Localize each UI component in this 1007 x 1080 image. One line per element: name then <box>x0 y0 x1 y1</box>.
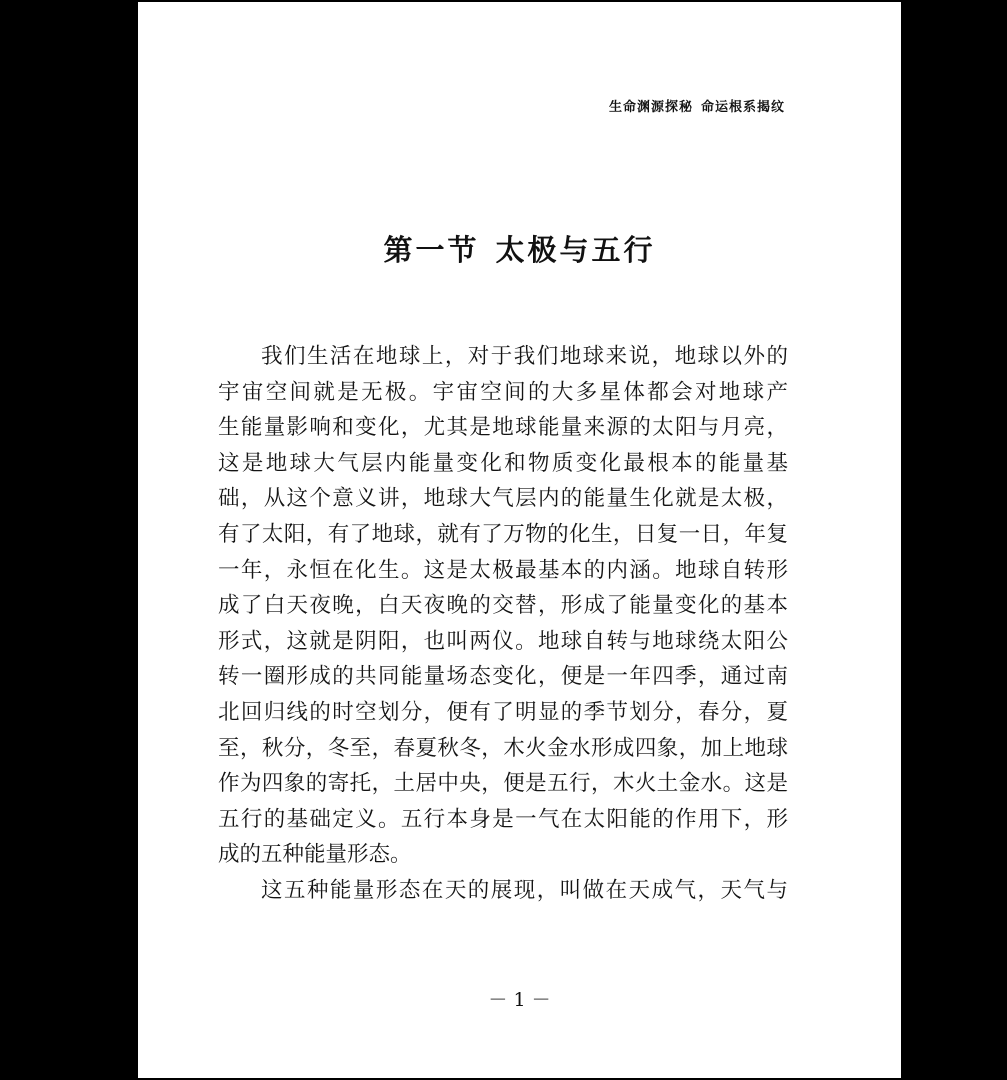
body-text <box>218 339 788 909</box>
paragraph-line: 五行的基础定义。五行本身是一气在太阳能的作用下，形 <box>218 806 788 832</box>
paragraph-line: 这是地球大气层内能量变化和物质变化最根本的能量基 <box>218 450 788 476</box>
section-name: 太极与五行 <box>495 233 656 267</box>
section-number: 第一节 <box>383 233 480 267</box>
running-header-left: 生命渊源探秘 <box>608 100 693 115</box>
paragraph-line: 宇宙空间就是无极。宇宙空间的大多星体都会对地球产 <box>218 379 788 405</box>
paragraph-line: 有了太阳，有了地球，就有了万物的化生，日复一日，年复 <box>218 521 788 547</box>
running-header-right: 命运根系揭纹 <box>700 100 785 115</box>
section-title <box>138 228 901 269</box>
paragraph-line: 形式，这就是阴阳，也叫两仪。地球自转与地球绕太阳公 <box>218 628 788 654</box>
paragraph-line: 成了白天夜晚，白天夜晚的交替，形成了能量变化的基本 <box>218 593 788 619</box>
paragraph-line: 一年，永恒在化生。这是太极最基本的内涵。地球自转形 <box>218 557 788 583</box>
paragraph-line: 础，从这个意义讲，地球大气层内的能量生化就是太极， <box>218 486 788 512</box>
running-header <box>609 96 785 115</box>
book-page <box>138 2 901 1078</box>
paragraph-line: 这五种能量形态在天的展现，叫做在天成气，天气与 <box>261 877 788 903</box>
paragraph-line: 成的五种能量形态。 <box>218 842 412 868</box>
page-number: － 1 － <box>488 989 551 1011</box>
paragraph-line: 作为四象的寄托，土居中央，便是五行，木火土金水。这是 <box>218 771 788 797</box>
paragraph-line: 生能量影响和变化，尤其是地球能量来源的太阳与月亮， <box>218 415 788 441</box>
paragraph-line: 至，秋分，冬至，春夏秋冬，木火金水形成四象，加上地球 <box>218 735 788 761</box>
paragraph-line: 北回归线的时空划分，便有了明显的季节划分，春分，夏 <box>218 699 788 725</box>
paragraph-line: 转一圈形成的共同能量场态变化，便是一年四季，通过南 <box>218 664 788 690</box>
paragraph-line: 我们生活在地球上，对于我们地球来说，地球以外的 <box>261 344 788 369</box>
